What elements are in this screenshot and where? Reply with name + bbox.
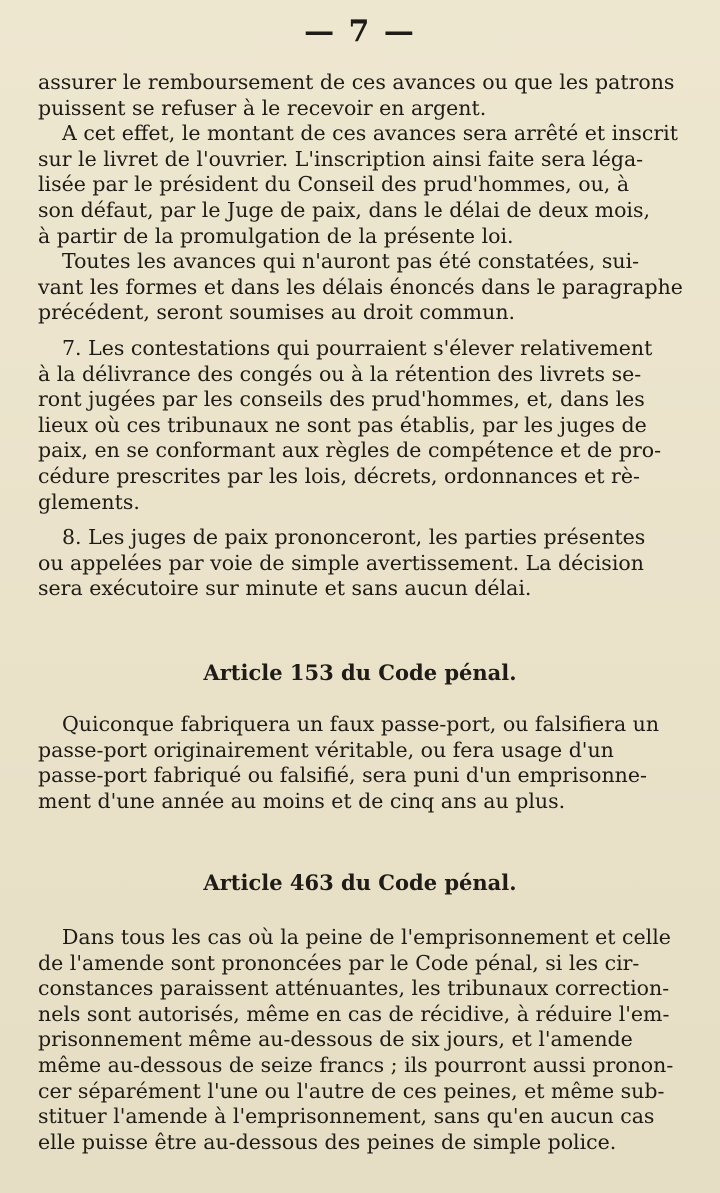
article-153-text	[38, 712, 702, 814]
paragraph	[38, 525, 702, 602]
text-line: de l'amende sont prononcées par le Code pénal, si les cir-	[38, 950, 640, 975]
text-line: sur le livret de l'ouvrier. L'inscription ainsi faite sera léga-	[38, 146, 644, 171]
text-line: ront jugées par les conseils des prud'hommes, et, dans les	[38, 387, 645, 412]
text-line: ou appelées par voie de simple avertissement. La décision	[38, 550, 644, 575]
text-line: cédure prescrites par les lois, décrets, ordonnances et rè-	[38, 463, 640, 488]
text-line: stituer l'amende à l'emprisonnement, sans qu'en aucun cas	[38, 1104, 655, 1129]
text-line: à la délivrance des congés ou à la rétention des livrets se-	[38, 361, 642, 386]
text-line: passe-port originairement véritable, ou fera usage d'un	[38, 737, 614, 762]
text-line: ment d'une année au moins et de cinq ans au plus.	[38, 788, 566, 813]
paragraph	[38, 336, 702, 515]
text-line: lisée par le président du Conseil des prud'hommes, ou, à	[38, 172, 630, 197]
text-line: vant les formes et dans les délais énoncés dans le paragraphe	[38, 274, 683, 299]
body-text	[38, 70, 702, 602]
text-line: 8. Les juges de paix prononceront, les parties présentes	[62, 525, 646, 550]
text-line: puissent se refuser à le recevoir en argent.	[38, 95, 487, 120]
text-line: Dans tous les cas où la peine de l'emprisonnement et celle	[62, 925, 671, 949]
text-line: son défaut, par le Juge de paix, dans le délai de deux mois,	[38, 197, 651, 222]
text-line: cer séparément l'une ou l'autre de ces peines, et même sub-	[38, 1078, 665, 1103]
text-line: elle puisse être au-dessous des peines de simple police.	[38, 1129, 617, 1154]
text-line: prisonnement même au-dessous de six jours, et l'amende	[38, 1027, 633, 1052]
text-line: paix, en se conformant aux règles de compétence et de pro-	[38, 438, 662, 463]
article-463-heading: Article 463 du Code pénal.	[203, 870, 517, 895]
text-line: même au-dessous de seize francs ; ils pourront aussi pronon-	[38, 1052, 674, 1077]
paragraph	[38, 121, 702, 249]
paragraph	[38, 70, 702, 121]
paragraph	[38, 249, 702, 326]
text-line: lieux où ces tribunaux ne sont pas établis, par les juges de	[38, 412, 647, 437]
article-463-text	[38, 925, 702, 1155]
text-line: à partir de la promulgation de la présente loi.	[38, 223, 514, 248]
page-number: — 7 —	[304, 14, 416, 49]
text-line: sera exécutoire sur minute et sans aucun délai.	[38, 576, 532, 601]
text-line: A cet effet, le montant de ces avances sera arrêté et inscrit	[62, 121, 678, 146]
text-line: assurer le remboursement de ces avances ou que les patrons	[38, 70, 675, 94]
text-line: glements.	[38, 489, 140, 514]
text-line: Toutes les avances qui n'auront pas été constatées, sui-	[62, 249, 640, 274]
text-line: nels sont autorisés, même en cas de récidive, à réduire l'em-	[38, 1001, 670, 1026]
text-line: Quiconque fabriquera un faux passe-port, ou falsifiera un	[62, 712, 660, 736]
article-153-heading: Article 153 du Code pénal.	[203, 660, 517, 685]
text-line: précédent, seront soumises au droit commun.	[38, 300, 516, 325]
text-line: constances paraissent atténuantes, les tribunaux correction-	[38, 976, 670, 1001]
text-line: passe-port fabriqué ou falsifié, sera puni d'un emprisonne-	[38, 763, 647, 788]
text-line: 7. Les contestations qui pourraient s'élever relativement	[62, 335, 653, 360]
